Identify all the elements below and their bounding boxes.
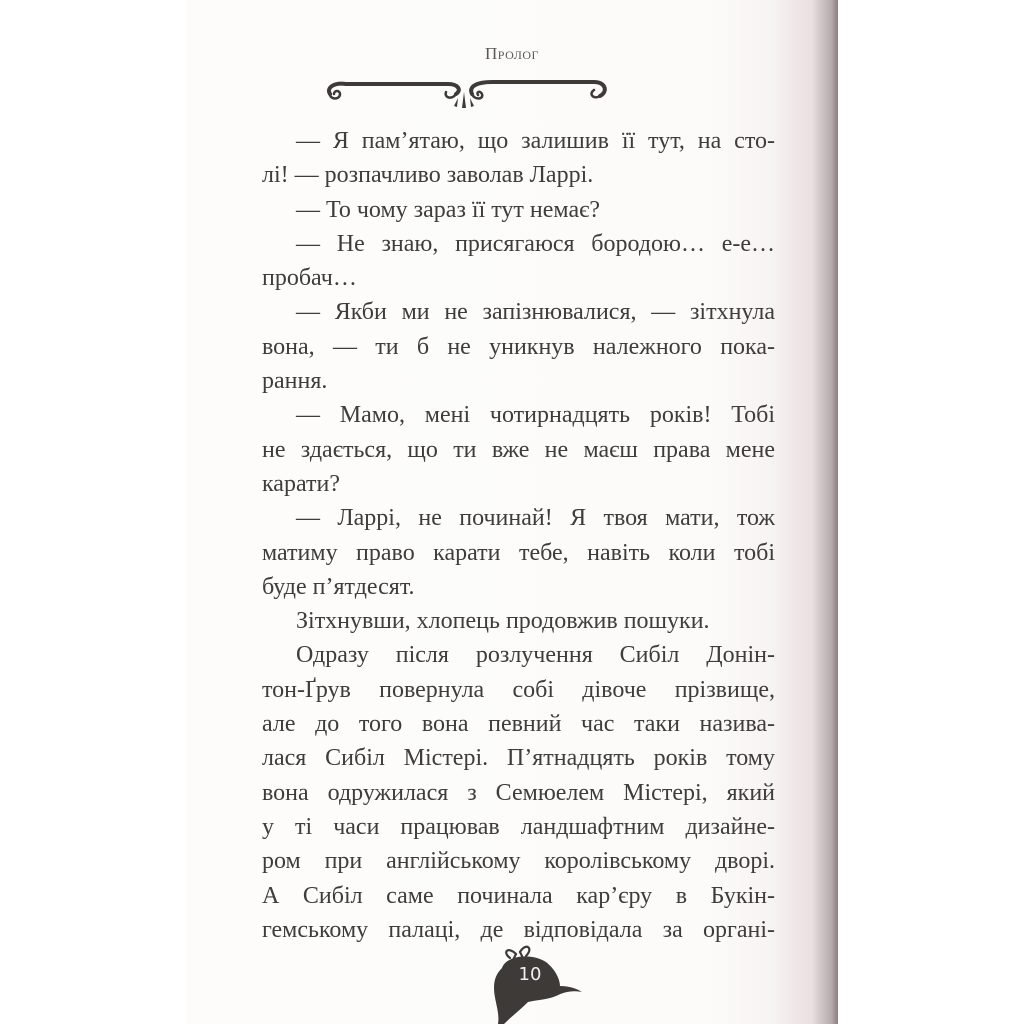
book-page <box>186 0 838 1024</box>
text-line: — Не знаю, присягаюся бородою… е-е… <box>296 230 775 257</box>
page-number: 10 <box>518 964 542 985</box>
text-line: матиму право карати тебе, навіть коли тобі <box>262 539 775 566</box>
text-line: вона, — ти б не уникнув належного пока- <box>262 333 775 360</box>
text-line: буде п’ятдесят. <box>262 573 415 600</box>
text-line: Одразу після розлучення Сибіл Донін- <box>296 642 775 669</box>
text-line: — Якби ми не запізнювалися, — зітхнула <box>296 299 775 326</box>
body-text <box>262 124 775 947</box>
text-line: пробач… <box>262 265 357 292</box>
page-footer <box>476 938 586 1024</box>
running-header: Пролог <box>485 44 539 63</box>
text-line: лася Сибіл Містері. П’ятнадцять років тому <box>262 745 775 772</box>
text-line: не здається, що ти вже не маєш права мене <box>262 436 775 463</box>
text-line: — Ларрі, не починай! Я твоя мати, тож <box>296 505 775 532</box>
text-line: тон-Ґрув повернула собі дівоче прізвище, <box>262 676 775 703</box>
text-line: — Я пам’ятаю, що залишив її тут, на сто- <box>296 128 775 154</box>
flourish-divider-icon <box>320 72 610 112</box>
text-line: ром при англійському королівському дворі. <box>262 848 775 875</box>
text-line: — То чому зараз її тут немає? <box>296 196 601 223</box>
text-line: рання. <box>262 368 328 395</box>
text-line: Зітхнувши, хлопець продовжив пошуки. <box>296 608 710 635</box>
text-line: карати? <box>262 470 340 497</box>
text-line: лі! — розпачливо заволав Ларрі. <box>262 162 594 189</box>
text-line: але до того вона певний час таки назива- <box>262 711 775 738</box>
text-line: у ті часи працював ландшафтним дизайне- <box>262 813 775 840</box>
text-line: вона одружилася з Семюелем Містері, який <box>262 779 775 806</box>
text-line: — Мамо, мені чотирнадцять років! Тобі <box>296 402 775 429</box>
text-line: гемському палаці, де відповідала за органі- <box>262 916 775 943</box>
text-line: А Сибіл саме починала кар’єру в Букін- <box>262 882 775 909</box>
